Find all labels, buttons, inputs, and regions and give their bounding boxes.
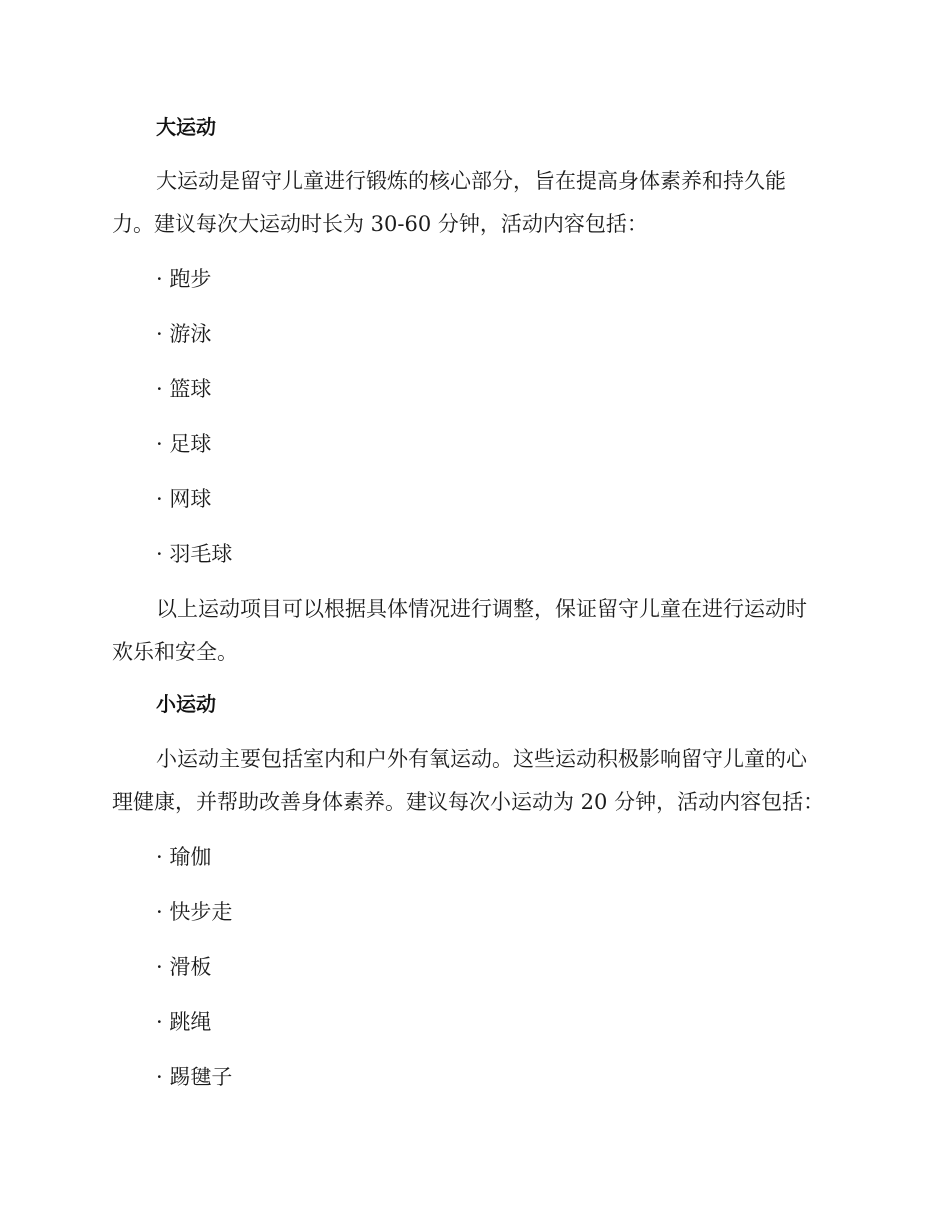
list-item: · 足球	[156, 432, 212, 456]
section-heading-large-exercise: 大运动	[156, 115, 216, 139]
list-item: · 跳绳	[156, 1010, 212, 1034]
list-item: · 滑板	[156, 955, 212, 979]
list-item: · 跑步	[156, 267, 212, 291]
section-heading-small-exercise: 小运动	[156, 692, 216, 716]
list-item: · 踢毽子	[156, 1065, 233, 1089]
paragraph-line: 以上运动项目可以根据具体情况进行调整，保证留守儿童在进行运动时	[156, 597, 807, 621]
list-item: · 游泳	[156, 322, 212, 346]
paragraph-line: 理健康，并帮助改善身体素养。建议每次小运动为 20 分钟，活动内容包括：	[112, 790, 825, 814]
paragraph-line: 大运动是留守儿童进行锻炼的核心部分，旨在提高身体素养和持久能	[156, 169, 786, 193]
list-item: · 网球	[156, 487, 212, 511]
paragraph-line: 力。建议每次大运动时长为 30-60 分钟，活动内容包括：	[112, 212, 648, 236]
list-item: · 羽毛球	[156, 542, 233, 566]
list-item: · 篮球	[156, 377, 212, 401]
list-item: · 快步走	[156, 900, 233, 924]
list-item: · 瑜伽	[156, 845, 212, 869]
paragraph-line: 欢乐和安全。	[112, 640, 238, 664]
paragraph-line: 小运动主要包括室内和户外有氧运动。这些运动积极影响留守儿童的心	[156, 747, 807, 771]
